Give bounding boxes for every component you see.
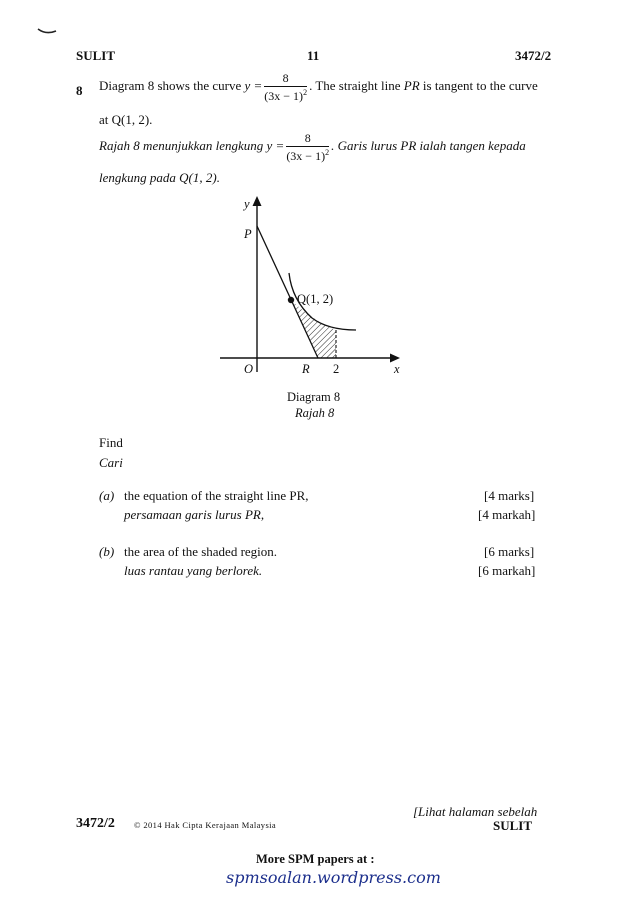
curve-fraction xyxy=(264,72,307,102)
y-axis-arrow-icon xyxy=(253,196,262,206)
question-en-text2: . The straight line xyxy=(309,77,401,93)
part-a-en: the equation of the straight line PR, xyxy=(124,488,309,503)
part-b-marks: [6 marks] xyxy=(484,544,535,559)
line-name-pr: PR xyxy=(403,77,420,93)
stray-mark-icon xyxy=(36,26,58,36)
find-label: Find xyxy=(99,435,123,450)
diagram-8 xyxy=(200,190,410,382)
fraction-numerator-ms: 8 xyxy=(286,132,329,147)
curve-fraction-ms xyxy=(286,132,329,162)
fraction-numerator: 8 xyxy=(264,72,307,87)
equation-lhs: y = xyxy=(244,77,263,93)
part-b-letter: (b) xyxy=(99,544,115,559)
label-x: x xyxy=(394,362,400,376)
question-ms-text2: . Garis lurus PR ialah tangen kepada xyxy=(331,137,526,153)
cari-label: Cari xyxy=(99,455,123,470)
part-b-markah: [6 markah] xyxy=(478,563,536,578)
part-a-ms: persamaan garis lurus PR, xyxy=(124,507,265,522)
label-y: y xyxy=(244,197,250,211)
question-en-text1: Diagram 8 shows the curve xyxy=(99,77,242,93)
more-papers-text: More SPM papers at : xyxy=(256,852,375,866)
question-en-text3: is tangent to the curve xyxy=(422,77,538,93)
question-en-line2: at Q(1, 2). xyxy=(99,112,153,127)
label-p: P xyxy=(244,227,252,241)
question-ms-text1: Rajah 8 menunjukkan lengkung xyxy=(99,137,264,153)
part-b-en: the area of the shaded region. xyxy=(124,544,278,559)
question-ms-line2: lengkung pada Q(1, 2). xyxy=(99,170,220,185)
footer-copyright: © 2014 Hak Cipta Kerajaan Malaysia xyxy=(134,820,277,830)
question-en-line1 xyxy=(99,72,538,102)
equation-lhs-ms: y = xyxy=(266,137,285,153)
header-sulit: SULIT xyxy=(76,48,116,63)
page-number: 11 xyxy=(307,48,320,63)
diagram-caption-ms: Rajah 8 xyxy=(295,406,335,420)
part-a-marks: [4 marks] xyxy=(484,488,535,503)
part-b-ms: luas rantau yang berlorek. xyxy=(124,563,263,578)
part-a-letter: (a) xyxy=(99,488,115,503)
footer-code: 3472/2 xyxy=(76,816,115,831)
label-r: R xyxy=(302,362,310,376)
label-q: Q(1, 2) xyxy=(297,292,334,306)
question-ms-line1 xyxy=(99,132,526,162)
label-o: O xyxy=(244,362,254,376)
footer-sulit: SULIT xyxy=(493,818,533,833)
part-a-markah: [4 markah] xyxy=(478,507,536,522)
fraction-denominator-ms: $(3x - 1)^2$ xyxy=(286,148,330,163)
header-code: 3472/2 xyxy=(515,48,552,63)
point-q xyxy=(288,297,294,303)
fraction-denominator: $(3x - 1)^2$ xyxy=(264,88,308,103)
site-link[interactable]: spmsoalan.wordpress.com xyxy=(226,868,441,887)
label-2: 2 xyxy=(333,362,340,376)
next-page-note: [Lihat halaman sebelah xyxy=(413,804,538,819)
question-number: 8 xyxy=(76,83,83,98)
diagram-caption: Diagram 8 xyxy=(287,390,341,404)
